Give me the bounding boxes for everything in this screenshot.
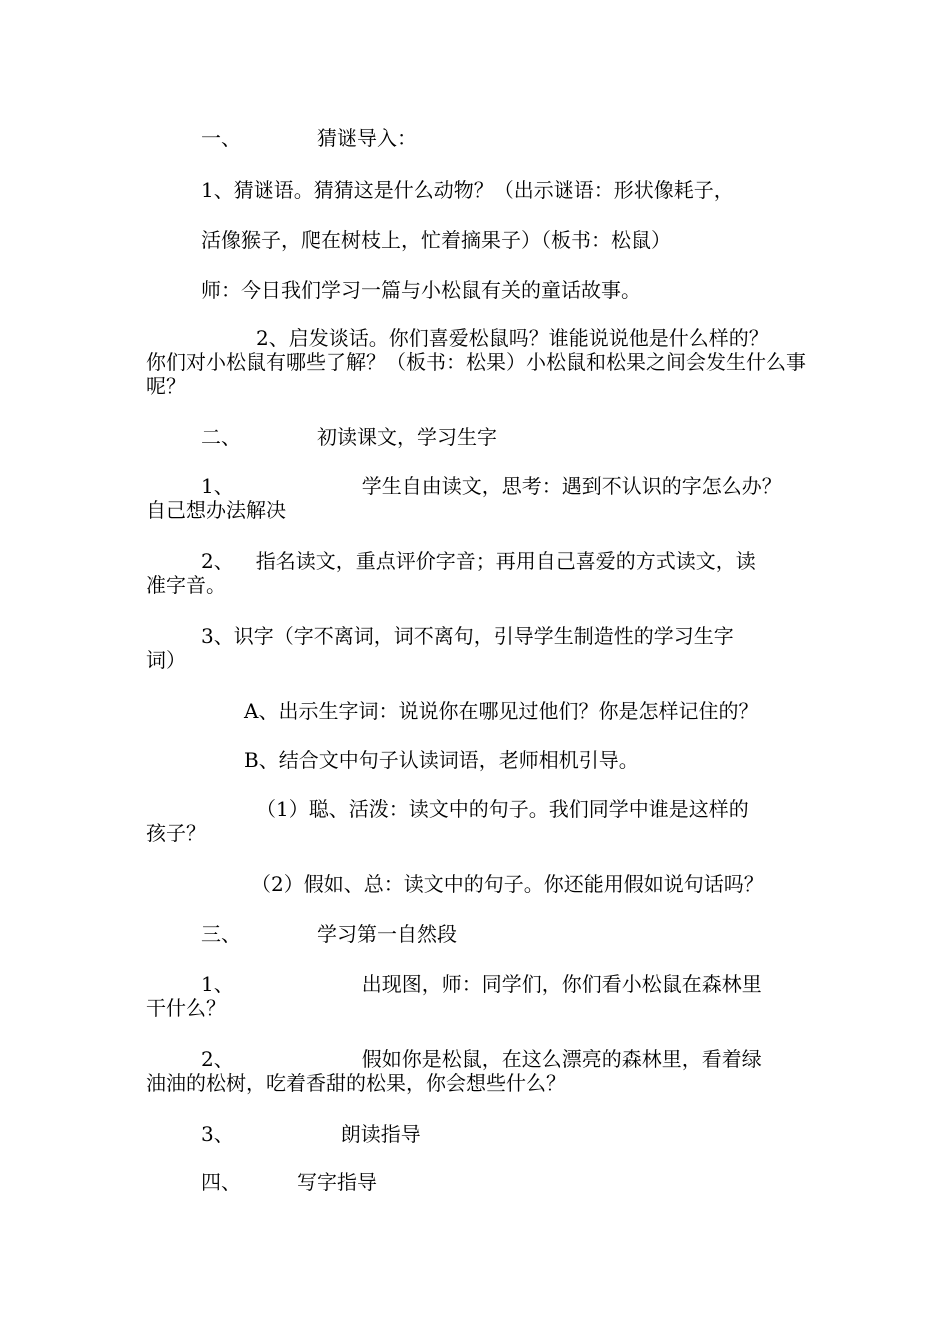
list-item — [146, 549, 806, 597]
paragraph-line: 师：今日我们学习一篇与小松鼠有关的童话故事。 — [201, 278, 641, 302]
section-heading — [201, 922, 457, 946]
paragraph-line: 活像猴子，爬在树枝上，忙着摘果子）（板书：松鼠） — [201, 228, 671, 252]
section-title: 学习第一自然段 — [317, 922, 457, 946]
section-title: 写字指导 — [297, 1170, 377, 1194]
sub-item: A、出示生字词：说说你在哪见过他们？你是怎样记住的？ — [244, 699, 759, 723]
section-title: 猜谜导入： — [317, 126, 417, 150]
paragraph — [146, 326, 806, 398]
item-text-rest: 干什么？ — [146, 996, 226, 1020]
item-text: 假如你是松鼠，在这么漂亮的森林里，看着绿 — [361, 1047, 762, 1071]
item-text: （1）聪、活泼：读文中的句子。我们同学中谁是这样的 — [256, 797, 749, 821]
item-number: 1、 — [201, 972, 234, 996]
list-item — [146, 972, 806, 1020]
list-item — [146, 624, 806, 672]
section-heading — [201, 425, 497, 449]
paragraph-first-line: 2、启发谈话。你们喜爱松鼠吗？谁能说说他是什么样的？ — [256, 326, 769, 350]
sub-sub-item: （2）假如、总：读文中的句子。你还能用假如说句话吗？ — [251, 872, 764, 896]
sub-sub-item — [146, 797, 806, 845]
item-text: 学生自由读文，思考：遇到不认识的字怎么办？ — [361, 474, 782, 498]
sub-item: B、结合文中句子认读词语，老师相机引导。 — [244, 748, 639, 772]
item-number: 1、 — [201, 474, 234, 498]
section-number: 二、 — [201, 425, 241, 449]
paragraph-rest: 你们对小松鼠有哪些了解？（板书：松果）小松鼠和松果之间会发生什么事呢？ — [146, 350, 806, 398]
section-number: 四、 — [201, 1170, 241, 1194]
item-text-rest: 准字音。 — [146, 573, 226, 597]
item-text: 朗读指导 — [340, 1122, 421, 1146]
section-title: 初读课文，学习生字 — [317, 425, 497, 449]
item-text: 出现图，师：同学们，你们看小松鼠在森林里 — [361, 972, 762, 996]
section-heading — [201, 126, 417, 150]
item-text: 指名读文，重点评价字音；再用自己喜爱的方式读文，读 — [255, 549, 756, 573]
section-heading — [201, 1170, 377, 1194]
item-text: 3、识字（字不离词，词不离句，引导学生制造性的学习生字 — [201, 624, 734, 648]
item-number: 3、 — [201, 1122, 234, 1146]
section-number: 三、 — [201, 922, 241, 946]
item-number: 2、 — [201, 1047, 234, 1071]
item-text-rest: 孩子？ — [146, 821, 206, 845]
section-number: 一、 — [201, 126, 241, 150]
item-text-rest: 词） — [146, 648, 186, 672]
item-number: 2、 — [201, 549, 234, 573]
item-text-rest: 自己想办法解决 — [146, 498, 286, 522]
list-item — [146, 474, 806, 522]
list-item — [201, 1122, 421, 1146]
paragraph-line: 1、猜谜语。猜猜这是什么动物？（出示谜语：形状像耗子， — [201, 178, 734, 202]
item-text-rest: 油油的松树，吃着香甜的松果，你会想些什么？ — [146, 1071, 566, 1095]
list-item — [146, 1047, 806, 1095]
